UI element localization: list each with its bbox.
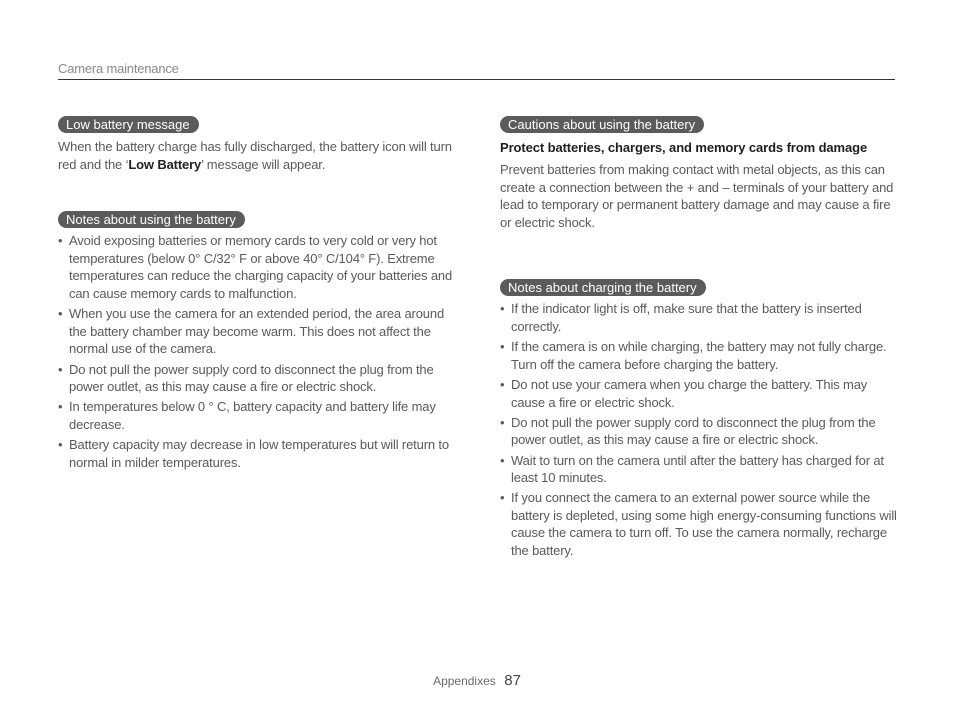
bullet: • (500, 414, 505, 430)
low-battery-term: Low Battery (128, 156, 202, 172)
list-item-text: If the camera is on while charging, the battery may not fully charge. Turn off the camera before charging the battery. (511, 339, 887, 372)
list-item-text: Do not pull the power supply cord to disconnect the plug from the power outlet, as this may cause a fire or electric shock. (511, 414, 876, 448)
list-item-text: If you connect the camera to an external power source while the battery is depleted, using some high energy-consuming functions will cause the camera to turn off. To use the camera normally, recharge the battery. (511, 490, 897, 559)
bullet: • (500, 490, 505, 506)
footer-section-name: Appendixes (433, 674, 496, 688)
page-number: 87 (504, 672, 521, 689)
list-item-text: Wait to turn on the camera until after the battery has charged for at least 10 minutes. (511, 452, 884, 486)
cautions-subheading: Protect batteries, chargers, and memory cards from damage (500, 140, 868, 155)
low-battery-text (58, 138, 458, 173)
bullet: • (500, 339, 505, 355)
list-item (500, 489, 900, 559)
list-item (58, 361, 458, 396)
section-label-notes-using: Notes about using the battery (58, 211, 245, 228)
bullet: • (58, 306, 63, 322)
list-item (58, 398, 458, 433)
cautions-text: Prevent batteries from making contact with metal objects, as this can create a connection between the + and – terminals of your battery and lead to temporary or permanent battery damage and may cause a fire or electric shock. (500, 162, 894, 230)
list-item (58, 436, 458, 471)
list-item-text: Do not pull the power supply cord to disconnect the plug from the power outlet, as this may cause a fire or electric shock. (69, 361, 434, 395)
running-header: Camera maintenance (58, 61, 179, 76)
section-label-low-battery: Low battery message (58, 116, 199, 133)
bullet: • (58, 399, 63, 415)
low-battery-section (58, 116, 458, 173)
notes-using-list (58, 232, 458, 471)
list-item-text: Battery capacity may decrease in low temperatures but will return to normal in milder temperatures. (69, 437, 449, 470)
list-item (500, 452, 900, 487)
bullet: • (58, 437, 63, 453)
section-gap (500, 231, 900, 279)
section-label-notes-charging: Notes about charging the battery (500, 279, 706, 296)
bullet: • (58, 361, 63, 377)
page-footer (0, 672, 954, 690)
list-item-text: In temperatures below 0 ° C, battery capacity and battery life may decrease. (69, 399, 436, 432)
list-item (58, 305, 458, 358)
list-item (500, 338, 900, 373)
list-item-text: When you use the camera for an extended period, the area around the battery chamber may become warm. This does not affect the normal use of the camera. (69, 306, 445, 357)
header-divider (58, 79, 895, 80)
low-battery-text-end: ’ message will appear. (201, 156, 326, 172)
section-gap (58, 173, 458, 211)
cautions-section (500, 116, 900, 231)
low-battery-text-start: When the battery charge has fully discharged, the battery icon will turn red and the ‘ (58, 139, 452, 172)
list-item-text: If the indicator light is off, make sure that the battery is inserted correctly. (511, 301, 862, 334)
list-item-text: Avoid exposing batteries or memory cards to very cold or very hot temperatures (below 0° C/32° F or above 40° C/104° F). Extreme temperatures can reduce the charging capacity of your batteries and can cause memory cards to malfunction. (69, 233, 453, 301)
notes-charging-section (500, 279, 900, 559)
list-item (500, 414, 900, 449)
bullet: • (500, 452, 505, 468)
list-item (500, 376, 900, 411)
notes-using-section (58, 211, 458, 471)
list-item-text: Do not use your camera when you charge the battery. This may cause a fire or electric shock. (511, 376, 868, 410)
bullet: • (500, 301, 505, 317)
list-item (500, 300, 900, 335)
bullet: • (500, 376, 505, 392)
list-item (58, 232, 458, 302)
section-label-cautions: Cautions about using the battery (500, 116, 704, 133)
left-column (58, 116, 458, 474)
notes-charging-list (500, 300, 900, 559)
right-column (500, 116, 900, 562)
bullet: • (58, 233, 63, 249)
